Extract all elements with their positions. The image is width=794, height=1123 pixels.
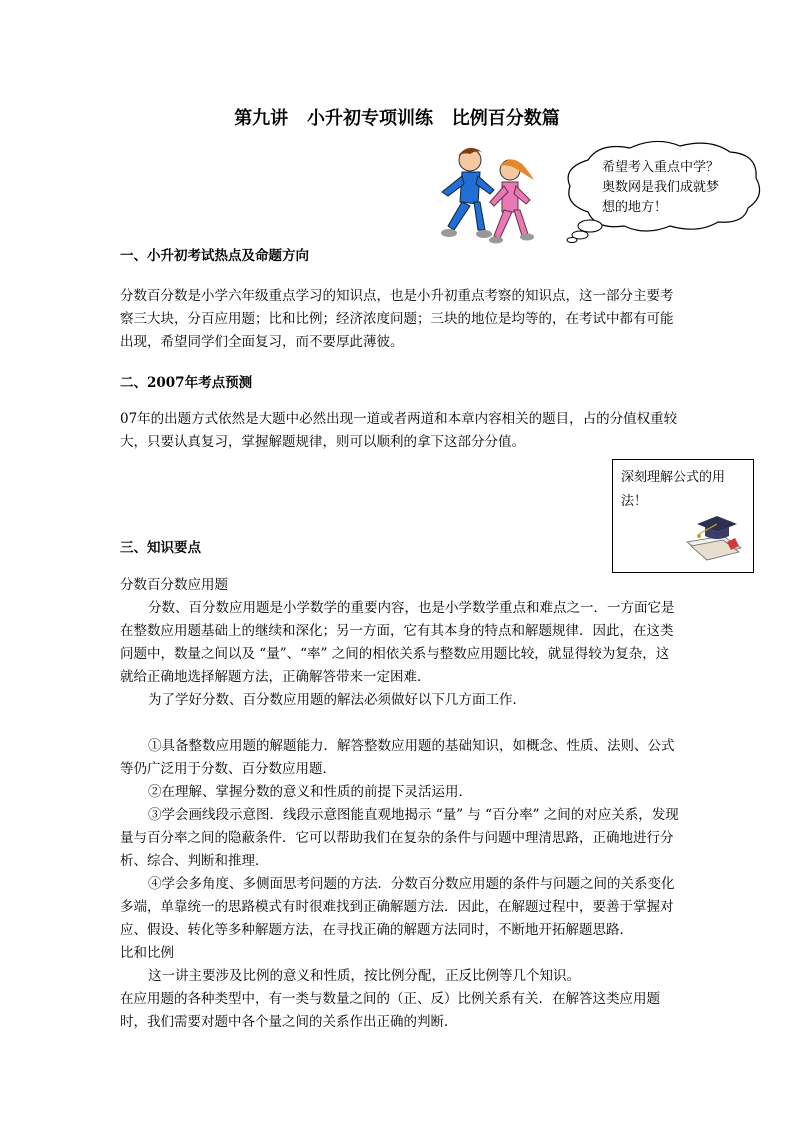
tip-line: 法！	[621, 494, 648, 509]
paragraph: 在应用题的各种类型中，有一类与数量之间的（正、反）比例关系有关．在解答这类应用题时，我们需要对题中各个量之间的关系作出正确的判断．	[120, 991, 660, 1030]
list-item: ③学会画线段示意图．线段示意图能直观地揭示 “量” 与 “百分率” 之间的对应关系，发现量与百分率之间的隐蔽条件．它可以帮助我们在复杂的条件与问题中理清思路，正确地进行分析、综合、判断和推理．	[120, 807, 679, 869]
page-title: 第九讲 小升初专项训练 比例百分数篇	[234, 108, 560, 129]
list-item: ①具备整数应用题的解题能力．解答整数应用题的基础知识，如概念、性质、法则、公式等仍广泛用于分数、百分数应用题．	[120, 738, 675, 777]
graduation-cap-icon	[683, 512, 745, 564]
section-heading: 一、小升初考试热点及命题方向	[120, 248, 309, 264]
paragraph: 这一讲主要涉及比例的意义和性质，按比例分配，正反比例等几个知识。	[148, 968, 580, 984]
subsection-title: 分数百分数应用题	[120, 577, 228, 593]
paragraph: 07年的出题方式依然是大题中必然出现一道或者两道和本章内容相关的题目，占的分值权重较大，只要认真复习，掌握解题规律，则可以顺利的拿下这部分分值。	[120, 411, 678, 450]
paragraph: 分数、百分数应用题是小学数学的重要内容，也是小学数学重点和难点之一．一方面它是在整数应用题基础上的继续和深化；另一方面，它有其本身的特点和解题规律．因此，在这类问题中，数量之间以及 “量”、“率” 之间的相依关系与整数应用题比较，就显得较为复杂，这就给正确地选择解题方法，正确解答带来一定困难．	[120, 600, 675, 685]
paragraph: 分数百分数是小学六年级重点学习的知识点，也是小升初重点考察的知识点，这一部分主要考察三大块，分百应用题；比和比例；经济浓度问题；三块的地位是均等的，在考试中都有可能出现，希望同学们全面复习，而不要厚此薄彼。	[120, 288, 674, 350]
subsection-title: 比和比例	[120, 945, 174, 961]
list-item: ④学会多角度、多侧面思考问题的方法．分数百分数应用题的条件与问题之间的关系变化多端，单靠统一的思路模式有时很难找到正确解题方法．因此，在解题过程中，要善于掌握对应、假设、转化等多种解题方法，在寻找正确的解题方法同时，不断地开拓解题思路．	[120, 876, 675, 938]
knowledge-body	[120, 574, 680, 1034]
blank-line	[120, 712, 680, 735]
tip-box	[612, 459, 754, 573]
list-item: ②在理解、掌握分数的意义和性质的前提下灵活运用．	[148, 784, 472, 800]
section-heading: 二、2007年考点预测	[120, 375, 253, 391]
section-heading: 三、知识要点	[120, 540, 201, 556]
bubble-text	[602, 158, 752, 218]
bubble-line: 想的地方！	[602, 200, 668, 215]
bubble-line: 奥数网是我们成就梦	[602, 180, 720, 195]
paragraph: 为了学好分数、百分数应用题的解法必须做好以下几方面工作．	[148, 692, 526, 708]
tip-line: 深刻理解公式的用	[621, 470, 726, 485]
runners-illustration	[418, 140, 553, 248]
bubble-line: 希望考入重点中学？	[602, 160, 720, 175]
